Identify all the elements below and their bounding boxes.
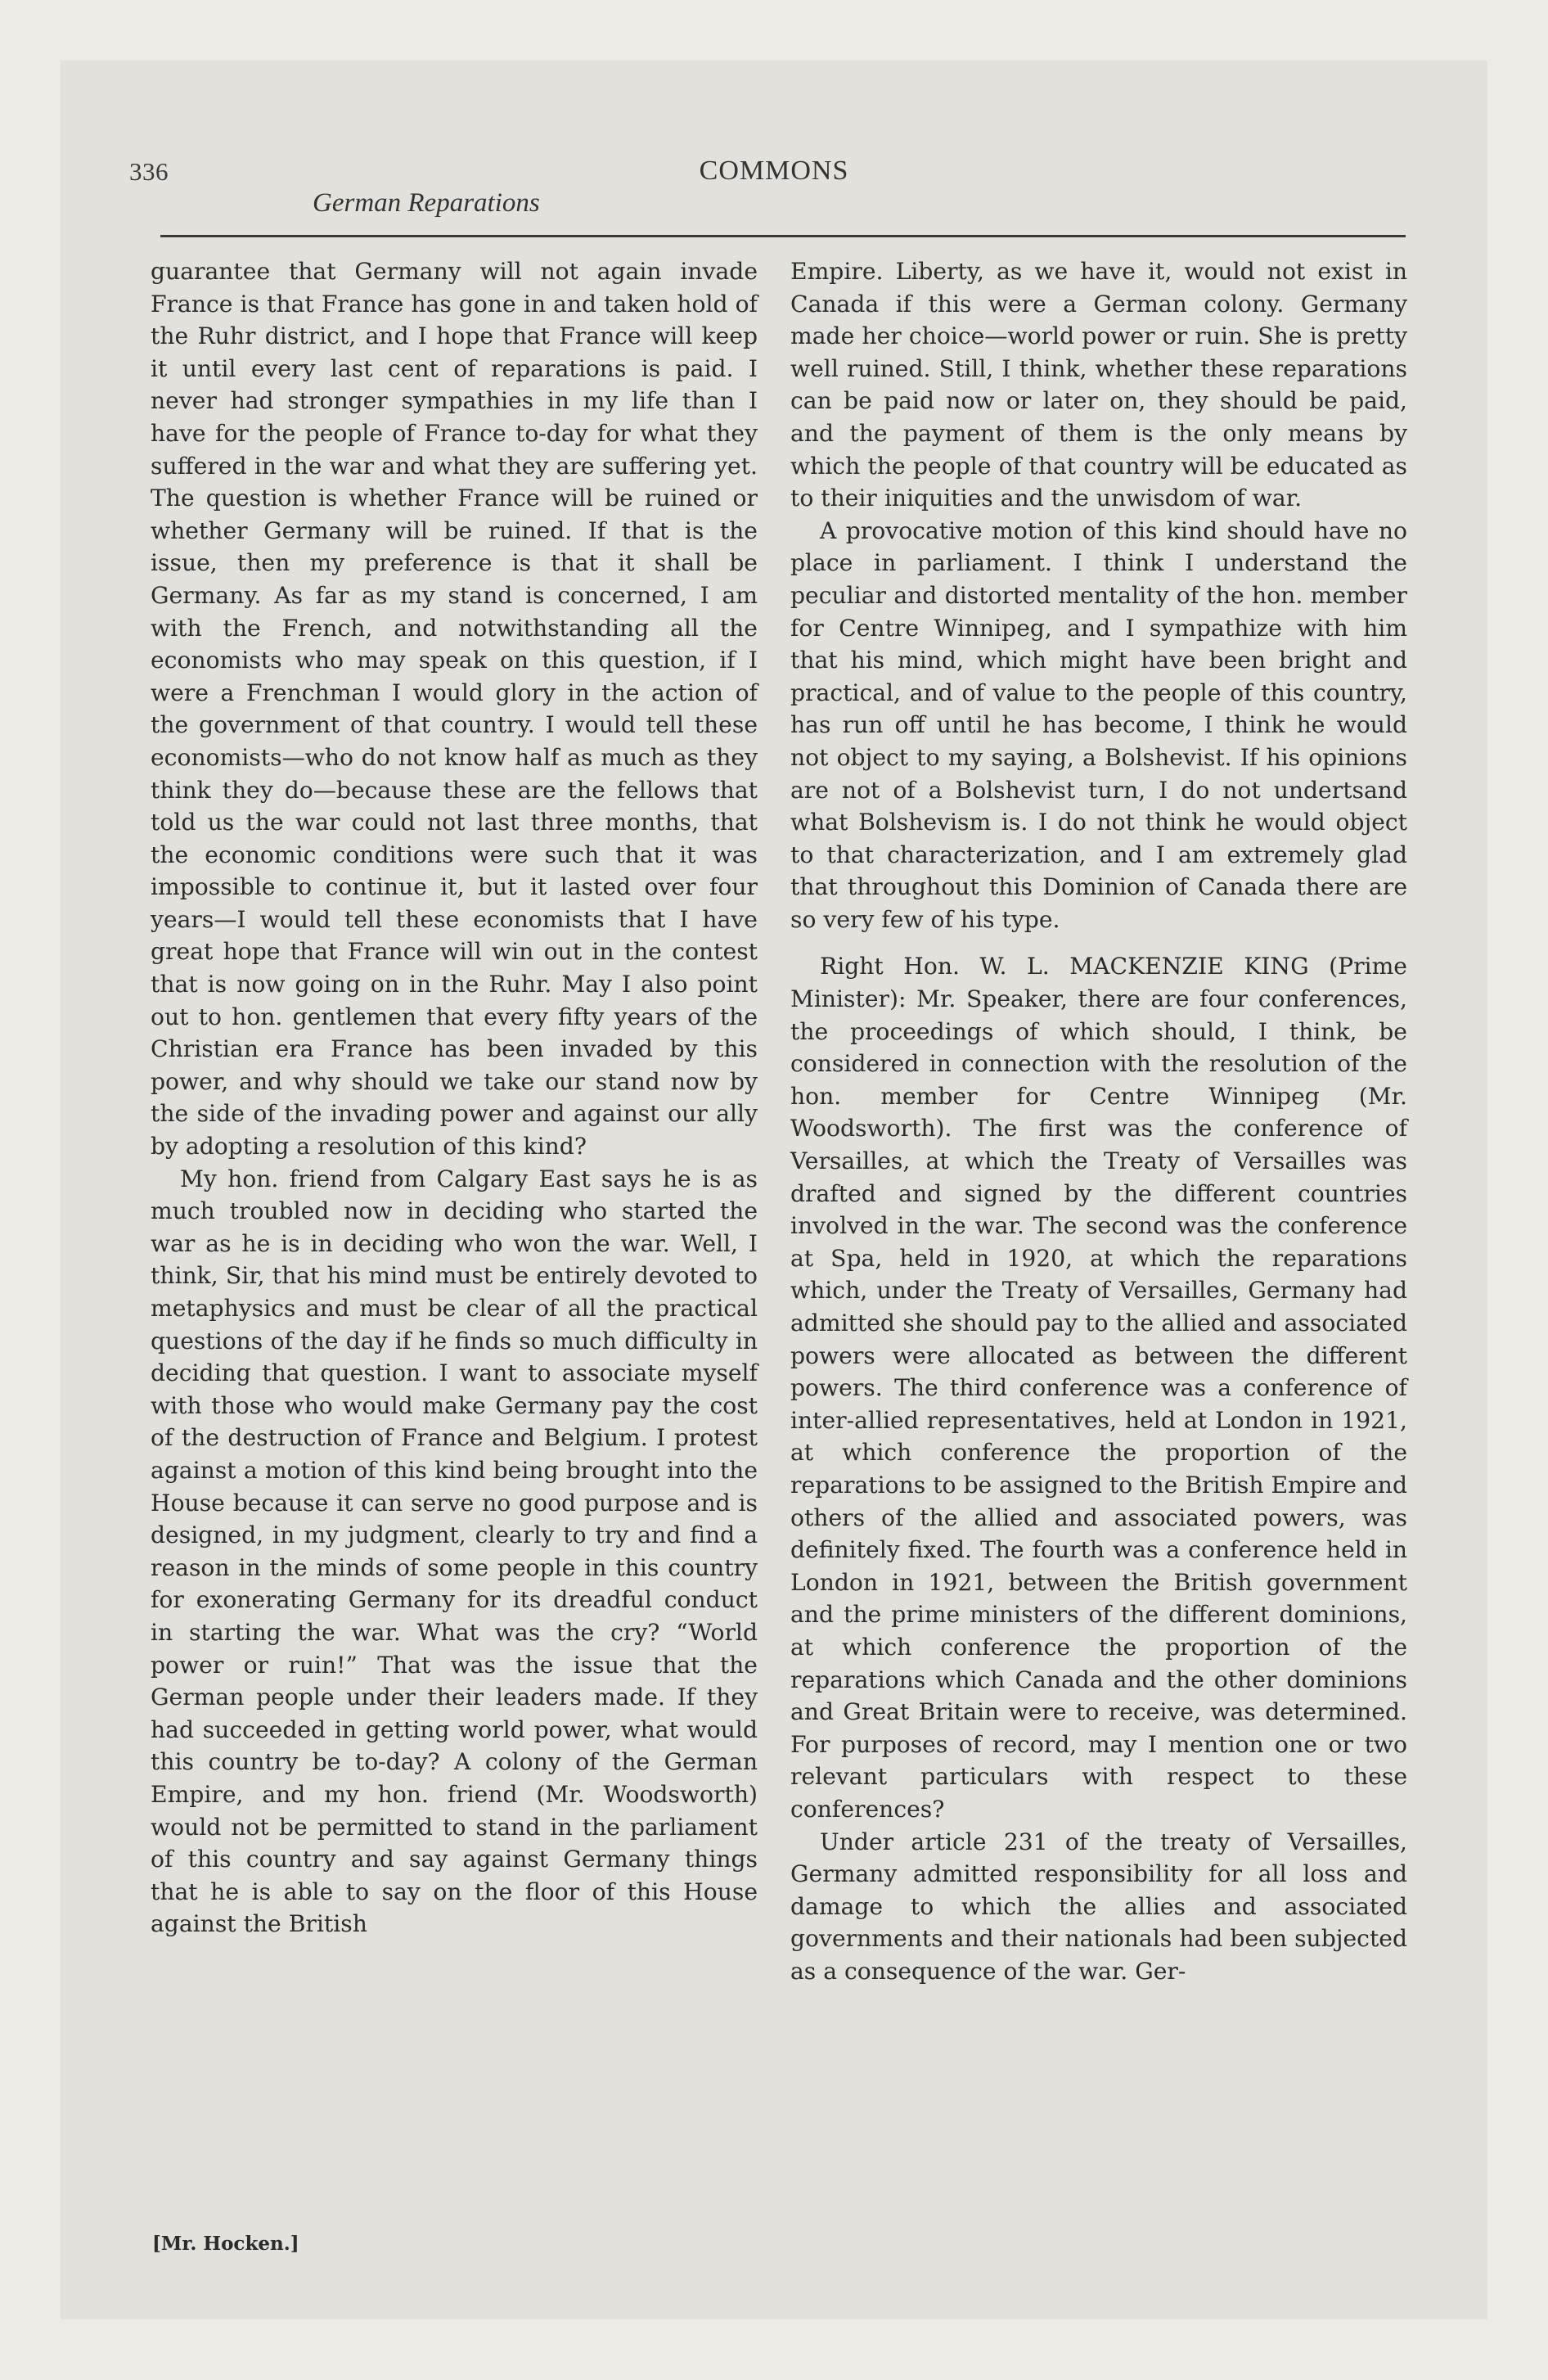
- paragraph: A provocative motion of this kind should have no place in parliament. I think I understand the peculiar and distorted mentality of the hon. member for Centre Winnipeg, and I sympathize with him that his mind, which might have been bright and practical, and of value to the people of this country, has run off until he has become, I think he would not object to my saying, a Bolshevist. If his opinions are not of a Bolshevist turn, I do not undertsand what Bolshevism is. I do not think he would object to that characterization, and I am extremely glad that throughout this Dominion of Canada there are so very few of his type.: [790, 516, 1407, 933]
- paragraph: Under article 231 of the treaty of Versailles, Germany admitted responsibility for all loss and damage to which the allies and associated governments and their nationals had been subjected as a consequence of the war. Ger-: [790, 1828, 1407, 1985]
- footer-speaker-tag: [Mr. Hocken.]: [152, 2233, 299, 2255]
- running-head: COMMONS: [699, 156, 849, 186]
- paragraph: guarantee that Germany will not again invade France is that France has gone in and taken hold of the Ruhr district, and I hope that France will keep it until every last cent of reparations is paid. I never had stronger sympathies in my life than I have for the people of France to-day for what they suffered in the war and what they are suffering yet. The question is whether France will be ruined or whether Germany will be ruined. If that is the issue, then my preference is that it shall be Germany. As far as my stand is concerned, I am with the French, and notwithstanding all the economists who may speak on this question, if I were a Frenchman I would glory in the action of the government of that country. I would tell these economists—who do not know half as much as they think they do—because these are the fellows that told us the war could not last three months, that the economic conditions were such that it was impossible to continue it, but it lasted over four years—I would tell these economists that I have great hope that France will win out in the contest that is now going on in the Ruhr. May I also point out to hon. gentlemen that every fifty years of the Christian era France has been invaded by this power, and why should we take our stand now by the side of the invading power and against our ally by adopting a resolution of this kind?: [151, 258, 758, 1161]
- paragraph: My hon. friend from Calgary East says he is as much troubled now in deciding who started the war as he is in deciding who won the war. Well, I think, Sir, that his mind must be entirely devoted to metaphysics and must be clear of all the practical questions of the day if he finds so much difficulty in deciding that question. I want to associate myself with those who would make Germany pay the cost of the destruction of France and Belgium. I protest against a motion of this kind being brought into the House because it can serve no good purpose and is designed, in my judgment, clearly to try and find a reason in the minds of some people in this country for exonerating Germany for its dreadful conduct in starting the war. What was the cry? “World power or ruin!” That was the issue that the German people under their leaders made. If they had succeeded in getting world power, what would this country be to-day? A colony of the German Empire, and my hon. friend (Mr. Woodsworth) would not be permitted to stand in the parliament of this country and say against Germany things that he is able to say on the floor of this House against the British: [151, 1165, 758, 1938]
- paragraph: Empire. Liberty, as we have it, would not exist in Canada if this were a German colony. Germany made her choice—world power or ruin. She is pretty well ruined. Still, I think, whether these reparations can be paid now or later on, they should be paid, and the payment of them is the only means by which the people of that country will be educated as to their iniquities and the unwisdom of war.: [790, 258, 1407, 512]
- right-column: [790, 255, 1407, 1987]
- speaker-paragraph: Right Hon. W. L. MACKENZIE KING (Prime Minister): Mr. Speaker, there are four conferences, the proceedings of which should, I think, be considered in connection with the resolution of the hon. member for Centre Winnipeg (Mr. Woodsworth). The first was the conference of Versailles, at which the Treaty of Versailles was drafted and signed by the different countries involved in the war. The second was the conference at Spa, held in 1920, at which the reparations which, under the Treaty of Versailles, Germany had admitted she should pay to the allied and associated powers were allocated as between the different powers. The third conference was a conference of inter-allied representatives, held at London in 1921, at which conference the proportion of the reparations to be assigned to the British Empire and others of the allied and associated powers, was definitely fixed. The fourth was a conference held in London in 1921, between the British government and the prime ministers of the different dominions, at which conference the proportion of the reparations which Canada and the other dominions and Great Britain were to receive, was determined. For purposes of record, may I mention one or two relevant particulars with respect to these conferences?: [790, 953, 1407, 1823]
- page-number: 336: [129, 157, 169, 186]
- section-title: German Reparations: [313, 188, 540, 218]
- left-column: [151, 255, 758, 1941]
- header-rule: [160, 235, 1406, 237]
